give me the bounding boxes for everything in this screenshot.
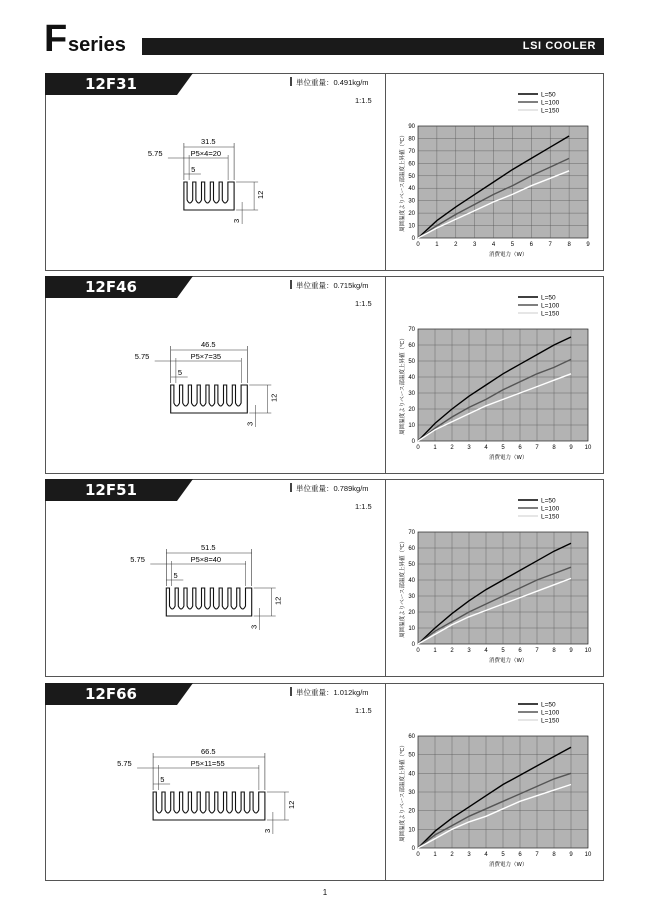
x-tick-label: 6 — [518, 852, 522, 858]
offset-dimension: 5.75 — [147, 149, 163, 158]
x-tick-label: 0 — [416, 445, 420, 451]
unit-weight-value: 0.789kg/m — [333, 484, 369, 493]
legend-label: L=150 — [541, 310, 560, 318]
legend-label: L=150 — [541, 107, 560, 115]
fin-gap-dimension: 5 — [173, 571, 178, 580]
product-section-12f66 — [45, 683, 604, 881]
product-section-12f31 — [45, 73, 604, 271]
x-tick-label: 8 — [552, 445, 556, 451]
y-tick-label: 0 — [411, 642, 415, 648]
profile-drawing — [46, 480, 384, 676]
model-number: 12F46 — [85, 278, 137, 296]
y-tick-label: 30 — [408, 594, 415, 600]
x-tick-label: 5 — [501, 648, 505, 654]
x-tick-label: 5 — [510, 242, 515, 248]
height-dimension: 12 — [256, 190, 266, 199]
y-tick-label: 60 — [408, 343, 415, 349]
y-tick-label: 40 — [408, 186, 415, 193]
y-tick-label: 60 — [408, 734, 415, 740]
product-category: LSI COOLER — [522, 40, 596, 52]
legend-label: L=100 — [541, 505, 560, 513]
y-tick-label: 30 — [408, 790, 415, 796]
model-number: 12F31 — [85, 75, 137, 93]
fin-gap-dimension: 5 — [160, 775, 165, 784]
width-dimension: 31.5 — [201, 137, 216, 146]
heatsink-profile — [171, 385, 248, 413]
x-tick-label: 5 — [501, 852, 505, 858]
y-tick-label: 40 — [408, 578, 415, 584]
x-tick-label: 7 — [535, 852, 539, 858]
x-tick-label: 10 — [584, 648, 592, 654]
height-dimension: 12 — [273, 596, 283, 605]
heatsink-profile — [166, 588, 251, 616]
y-tick-label: 90 — [408, 124, 415, 130]
legend-label: L=50 — [541, 701, 556, 709]
legend-label: L=50 — [541, 497, 556, 505]
profile-drawing — [46, 74, 384, 270]
y-tick-label: 30 — [408, 198, 415, 205]
base-dimension: 3 — [245, 421, 255, 426]
offset-dimension: 5.75 — [117, 759, 132, 768]
y-tick-label: 50 — [408, 562, 415, 568]
y-axis-label: 周囲温度よりベース部温度上昇値（℃） — [400, 742, 406, 842]
pitch-dimension: P5×11=55 — [190, 759, 225, 768]
x-axis-label: 消費電力（W） — [489, 252, 528, 258]
x-tick-label: 6 — [518, 648, 522, 654]
x-tick-label: 7 — [535, 445, 539, 451]
y-tick-label: 80 — [408, 136, 415, 143]
profile-drawing — [46, 684, 384, 880]
x-axis-label: 消費電力（W） — [489, 658, 528, 664]
x-tick-label: 8 — [552, 648, 556, 654]
x-tick-label: 3 — [467, 648, 471, 654]
legend-label: L=100 — [541, 709, 560, 717]
x-tick-label: 8 — [552, 852, 556, 858]
x-tick-label: 4 — [484, 445, 488, 451]
x-tick-label: 9 — [569, 445, 573, 451]
x-tick-label: 1 — [433, 445, 437, 451]
width-dimension: 66.5 — [201, 747, 216, 756]
x-tick-label: 0 — [416, 648, 420, 654]
drawing-scale: 1:1.5 — [355, 299, 372, 308]
legend-label: L=150 — [541, 513, 560, 521]
heatsink-profile — [184, 182, 234, 210]
x-tick-label: 10 — [584, 852, 592, 858]
x-tick-label: 0 — [416, 242, 420, 248]
y-tick-label: 0 — [411, 846, 415, 852]
unit-weight-label: 単位重量： — [296, 484, 334, 493]
y-tick-label: 60 — [408, 546, 415, 552]
y-tick-label: 40 — [408, 771, 415, 778]
heatsink-profile — [153, 792, 265, 820]
x-tick-label: 2 — [450, 648, 454, 654]
legend-label: L=100 — [541, 99, 560, 107]
thermal-chart — [386, 480, 604, 676]
pitch-dimension: P5×7=35 — [190, 352, 222, 361]
unit-weight-value: 0.491kg/m — [333, 78, 369, 87]
legend-label: L=50 — [541, 294, 556, 302]
x-tick-label: 6 — [529, 242, 534, 248]
y-tick-label: 20 — [408, 808, 415, 815]
y-tick-label: 70 — [408, 148, 415, 155]
drawing-scale: 1:1.5 — [355, 502, 372, 511]
base-dimension: 3 — [249, 624, 259, 629]
offset-dimension: 5.75 — [130, 555, 145, 564]
product-section-12f51 — [45, 479, 604, 677]
x-tick-label: 2 — [450, 445, 454, 451]
x-axis-label: 消費電力（W） — [489, 455, 528, 461]
x-tick-label: 4 — [484, 852, 488, 858]
y-tick-label: 10 — [408, 223, 415, 230]
legend-label: L=50 — [541, 91, 556, 99]
height-dimension: 12 — [269, 393, 279, 402]
x-tick-label: 4 — [484, 648, 488, 654]
base-dimension: 3 — [262, 828, 272, 833]
profile-drawing — [46, 277, 384, 473]
y-tick-label: 10 — [408, 626, 415, 632]
y-tick-label: 70 — [408, 530, 415, 536]
page-number: 1 — [322, 888, 328, 897]
x-tick-label: 1 — [433, 852, 437, 858]
fin-gap-dimension: 5 — [177, 368, 183, 377]
x-tick-label: 8 — [567, 242, 571, 248]
x-tick-label: 10 — [584, 445, 592, 451]
x-tick-label: 9 — [569, 648, 573, 654]
y-tick-label: 20 — [408, 407, 415, 413]
y-tick-label: 50 — [408, 752, 415, 759]
header-bar — [142, 38, 604, 55]
product-section-12f46 — [45, 276, 604, 474]
offset-dimension: 5.75 — [134, 352, 150, 361]
x-tick-label: 0 — [416, 852, 420, 858]
x-tick-label: 4 — [491, 242, 496, 248]
pitch-dimension: P5×8=40 — [190, 555, 222, 564]
y-axis-label: 周囲温度よりベース部温度上昇値（℃） — [400, 132, 406, 232]
series-word: series — [68, 34, 126, 56]
x-tick-label: 2 — [450, 852, 454, 858]
y-tick-label: 40 — [408, 375, 415, 381]
legend-label: L=100 — [541, 302, 560, 310]
x-tick-label: 3 — [467, 852, 471, 858]
unit-weight-value: 1.012kg/m — [333, 688, 369, 697]
x-tick-label: 2 — [454, 242, 458, 248]
x-axis-label: 消費電力（W） — [489, 862, 528, 868]
y-axis-label: 周囲温度よりベース部温度上昇値（℃） — [400, 335, 406, 435]
y-tick-label: 10 — [408, 827, 415, 834]
thermal-chart — [386, 74, 604, 270]
y-tick-label: 10 — [408, 423, 415, 429]
model-number: 12F66 — [85, 685, 137, 703]
y-tick-label: 50 — [408, 173, 415, 180]
x-tick-label: 7 — [535, 648, 539, 654]
y-tick-label: 0 — [411, 439, 415, 445]
model-number: 12F51 — [85, 481, 137, 499]
x-tick-label: 5 — [501, 445, 505, 451]
legend-label: L=150 — [541, 717, 560, 725]
unit-weight-label: 単位重量： — [296, 281, 334, 290]
x-tick-label: 6 — [518, 445, 522, 451]
y-tick-label: 50 — [408, 359, 415, 365]
x-tick-label: 7 — [548, 242, 552, 248]
x-tick-label: 1 — [435, 242, 439, 248]
y-axis-label: 周囲温度よりベース部温度上昇値（℃） — [400, 538, 406, 638]
thermal-chart — [386, 684, 604, 880]
thermal-chart — [386, 277, 604, 473]
y-tick-label: 30 — [408, 391, 415, 397]
x-tick-label: 3 — [472, 242, 477, 248]
y-tick-label: 20 — [408, 211, 415, 218]
y-tick-label: 60 — [408, 161, 415, 168]
unit-weight-label: 単位重量： — [296, 78, 334, 87]
y-tick-label: 0 — [411, 236, 415, 242]
x-tick-label: 9 — [586, 242, 590, 248]
drawing-scale: 1:1.5 — [355, 706, 372, 715]
series-letter: F — [44, 18, 68, 60]
y-tick-label: 70 — [408, 327, 415, 333]
pitch-dimension: P5×4=20 — [190, 149, 222, 158]
width-dimension: 51.5 — [201, 543, 216, 552]
x-tick-label: 3 — [467, 445, 471, 451]
width-dimension: 46.5 — [201, 340, 216, 349]
drawing-scale: 1:1.5 — [355, 96, 372, 105]
unit-weight-value: 0.715kg/m — [333, 281, 369, 290]
fin-gap-dimension: 5 — [191, 165, 196, 174]
page-header — [0, 0, 650, 70]
unit-weight-label: 単位重量： — [296, 688, 334, 697]
base-dimension: 3 — [232, 218, 242, 223]
x-tick-label: 1 — [433, 648, 437, 654]
height-dimension: 12 — [286, 800, 296, 809]
y-tick-label: 20 — [408, 610, 415, 616]
x-tick-label: 9 — [569, 852, 573, 858]
